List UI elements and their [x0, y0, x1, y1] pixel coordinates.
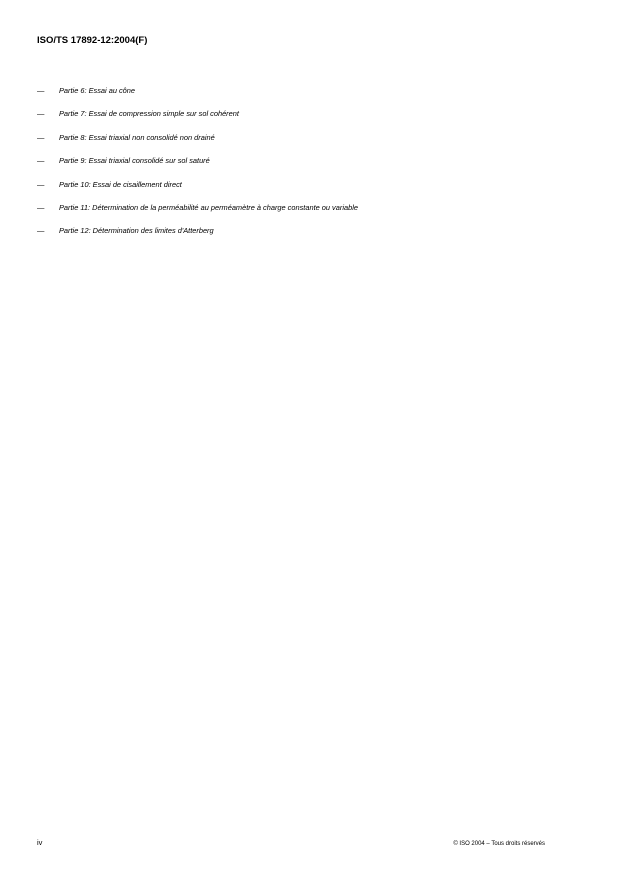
list-item-text: Partie 11: Détermination de la perméabilité au perméamètre à charge constante ou variable: [59, 202, 358, 212]
list-dash: —: [37, 86, 45, 95]
list-item: [37, 133, 358, 156]
page-number: iv: [37, 838, 43, 847]
list-item: [37, 109, 358, 132]
document-header-title: ISO/TS 17892-12:2004(F): [37, 35, 148, 46]
parts-list: [37, 86, 358, 250]
list-item: [37, 180, 358, 203]
list-dash: —: [37, 226, 45, 236]
list-item: [37, 203, 358, 226]
list-item-text: Partie 8: Essai triaxial non consolidé non drainé: [59, 132, 215, 142]
list-item: [37, 226, 358, 249]
list-dash: —: [37, 179, 45, 189]
list-item: [37, 156, 358, 179]
list-item-text: Partie 6: Essai au cône: [59, 86, 136, 95]
list-dash: —: [37, 109, 45, 119]
list-dash: —: [37, 132, 45, 142]
list-item-text: Partie 10: Essai de cisaillement direct: [59, 179, 182, 189]
copyright-notice: © ISO 2004 – Tous droits réservés: [453, 841, 545, 847]
list-dash: —: [37, 202, 45, 212]
list-item-text: Partie 12: Détermination des limites d'Atterberg: [59, 226, 214, 236]
list-item-text: Partie 7: Essai de compression simple sur sol cohérent: [59, 109, 239, 119]
list-dash: —: [37, 156, 45, 166]
list-item-text: Partie 9: Essai triaxial consolidé sur sol saturé: [59, 156, 210, 166]
list-item: [37, 86, 358, 109]
